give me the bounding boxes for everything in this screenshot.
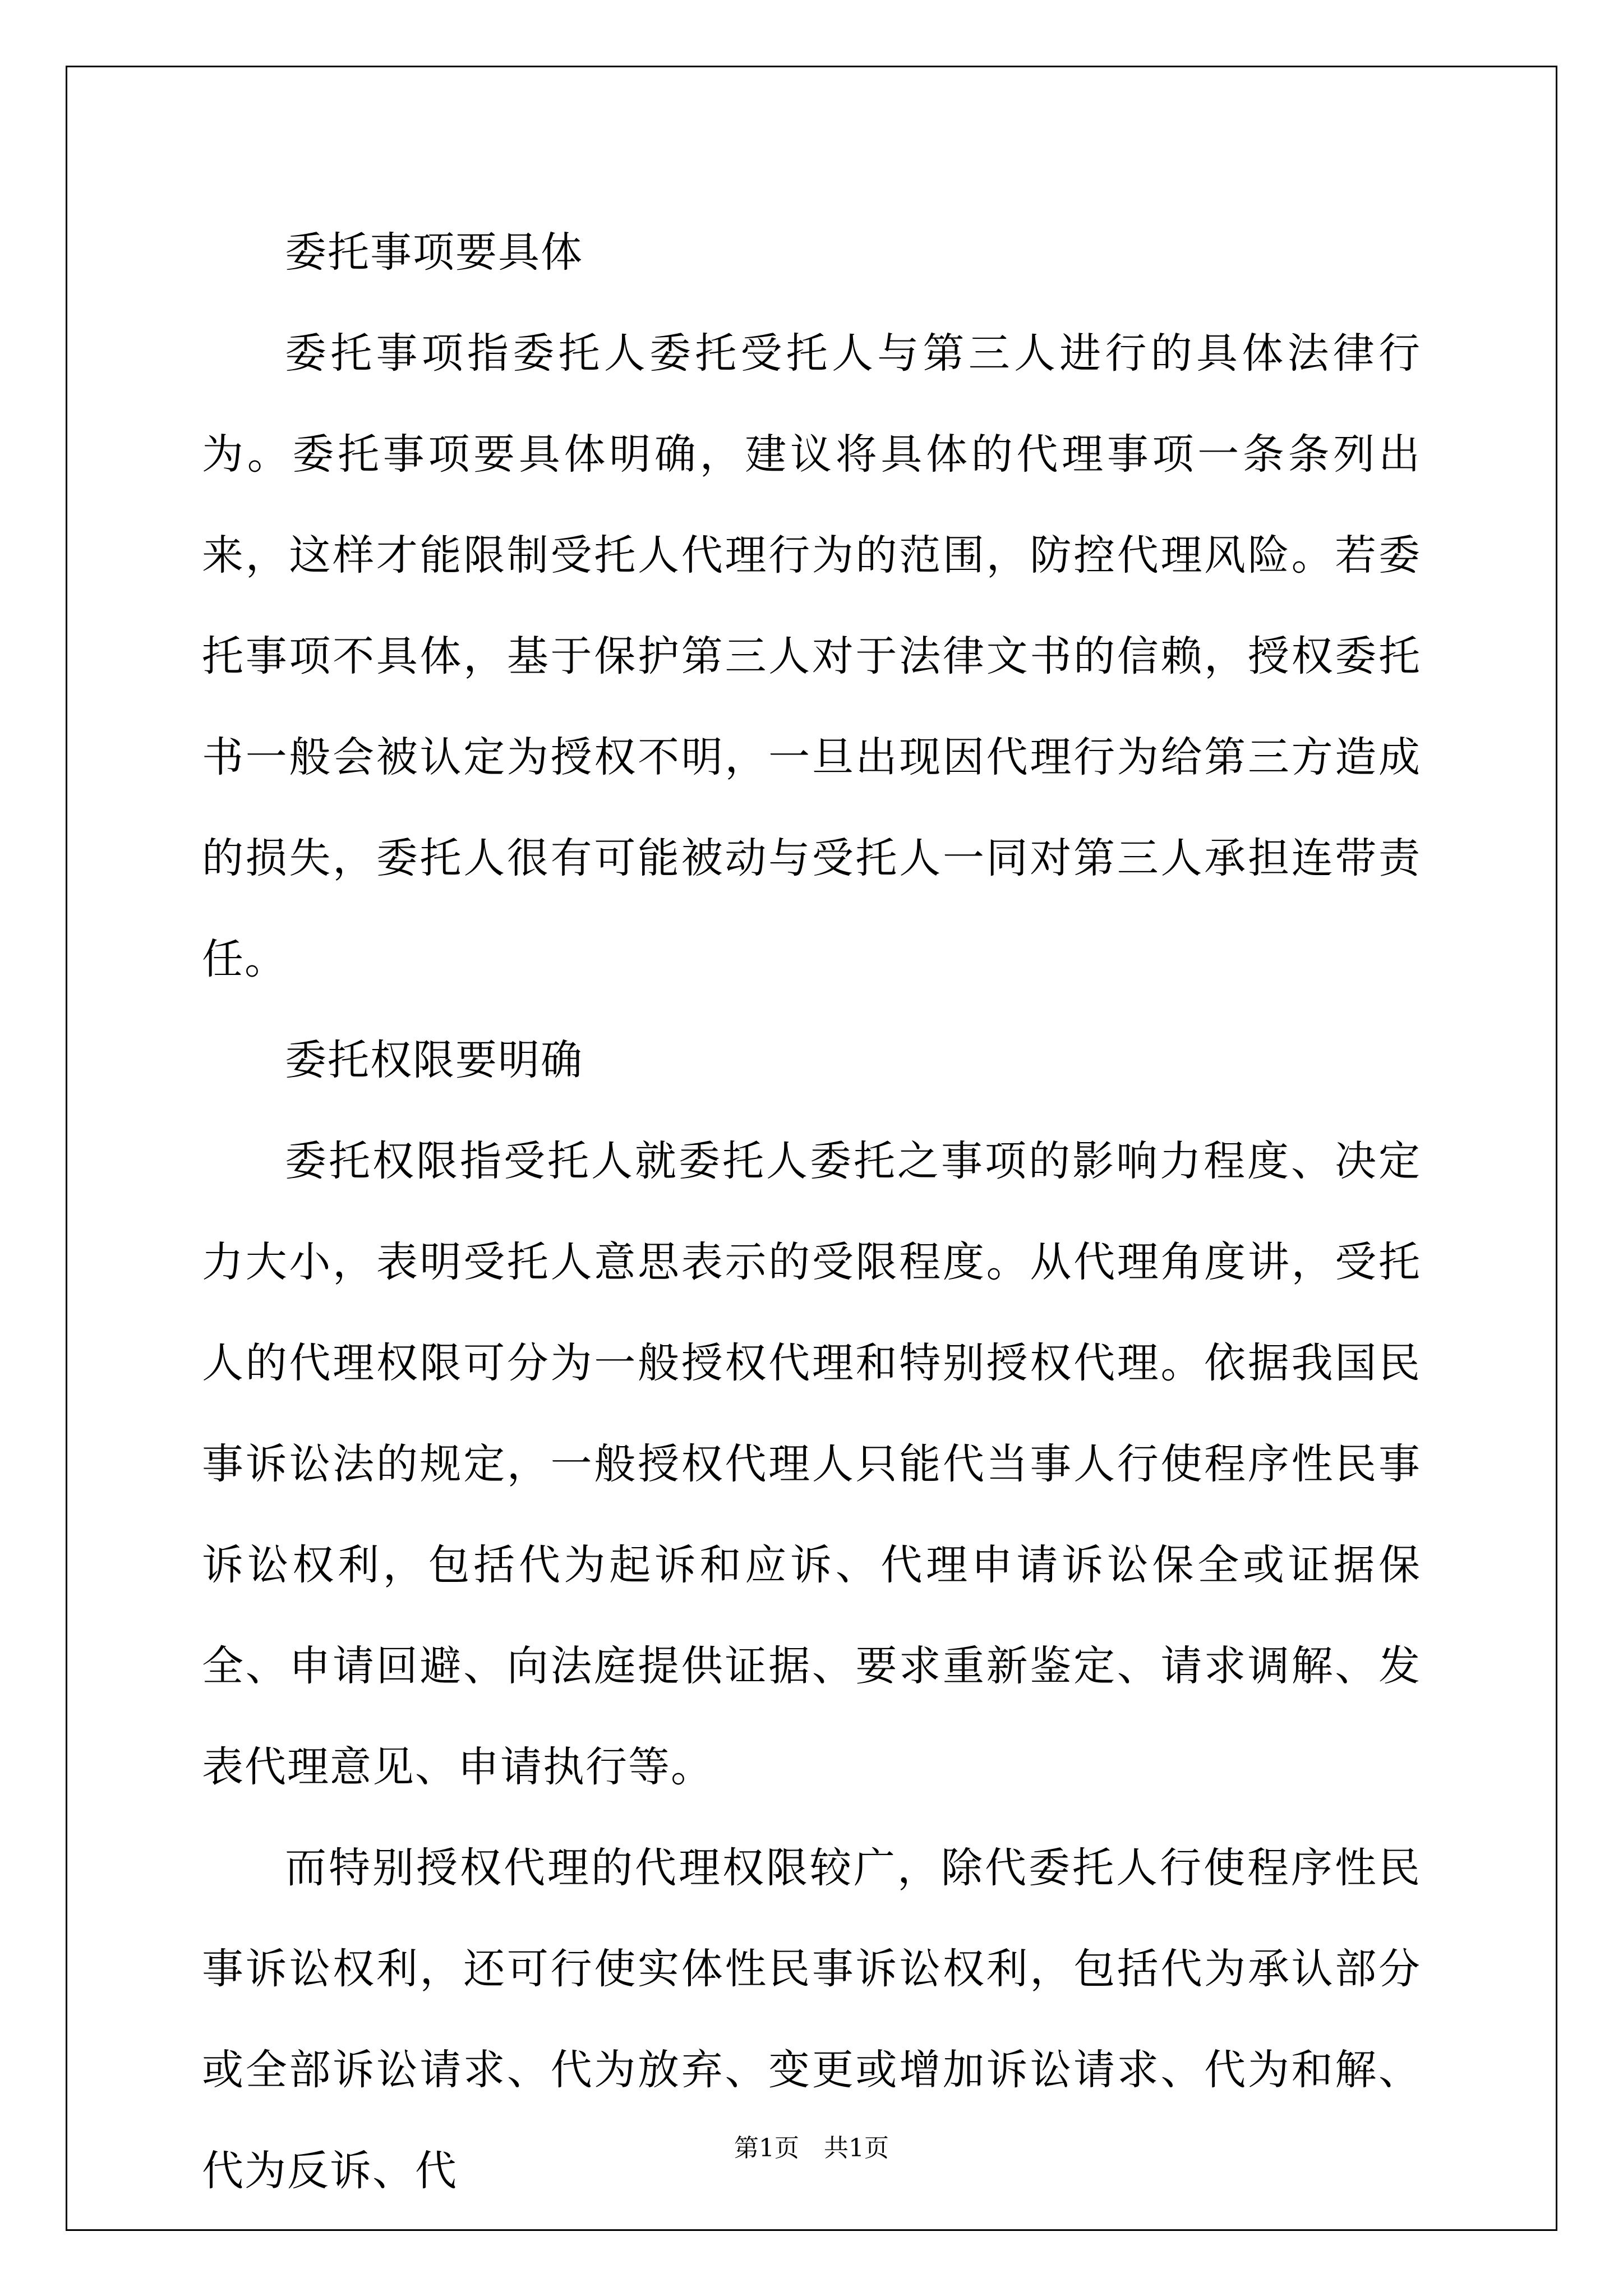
section-heading: 委托权限要明确 bbox=[285, 1036, 583, 1084]
document-body bbox=[202, 202, 1421, 2221]
paragraph: 委托权限指受托人就委托人委托之事项的影响力程度、决定力大小，表明受托人意思表示的受限程度。从代理角度讲，受托人的代理权限可分为一般授权代理和特别授权代理。依据我国民事诉讼法的规定，一般授权代理人只能代当事人行使程序性民事诉讼权利，包括代为起诉和应诉、代理申请诉讼保全或证据保全、申请回避、向法庭提供证据、要求重新鉴定、请求调解、发表代理意见、申请执行等。 bbox=[202, 1137, 1421, 1791]
paragraph: 委托事项指委托人委托受托人与第三人进行的具体法律行为。委托事项要具体明确，建议将具体的代理事项一条条列出来，这样才能限制受托人代理行为的范围，防控代理风险。若委托事项不具体，基于保护第三人对于法律文书的信赖，授权委托书一般会被认定为授权不明，一旦出现因代理行为给第三方造成的损失，委托人很有可能被动与受托人一同对第三人承担连带责任。 bbox=[202, 329, 1421, 983]
section-heading: 委托事项要具体 bbox=[285, 228, 583, 277]
page-number-footer: 第1页 共1页 bbox=[734, 2134, 889, 2162]
paragraph: 而特别授权代理的代理权限较广，除代委托人行使程序性民事诉讼权利，还可行使实体性民事诉讼权利，包括代为承认部分或全部诉讼请求、代为放弃、变更或增加诉讼请求、代为和解、代为反诉、代 bbox=[202, 1844, 1421, 2195]
